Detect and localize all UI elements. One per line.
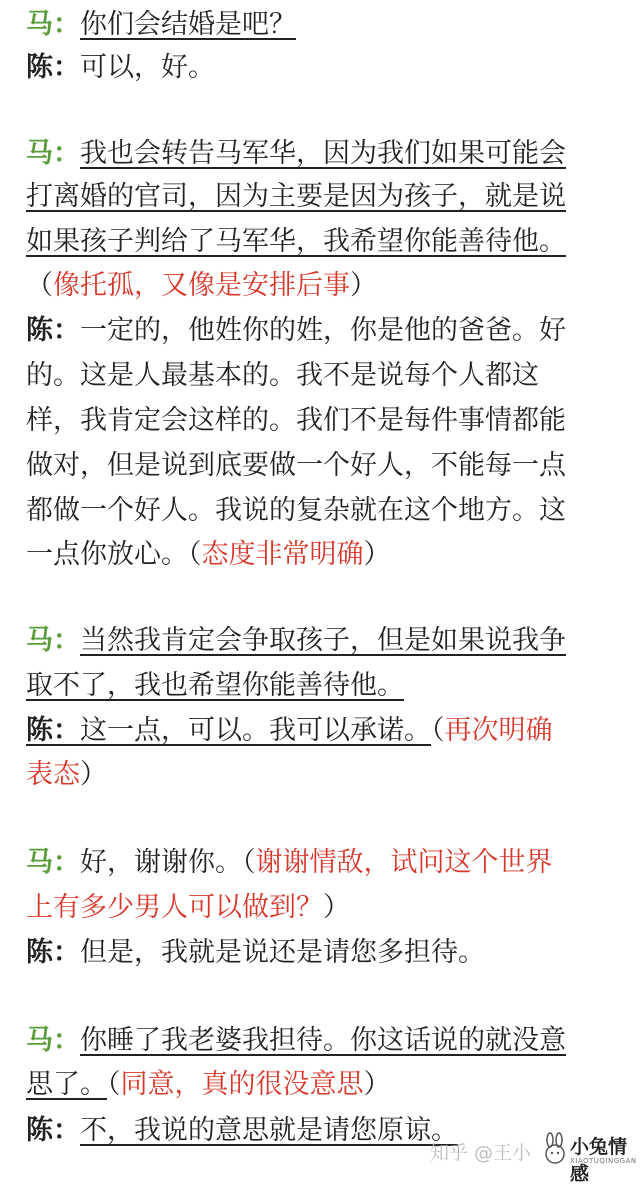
line-text: 做对，但是说到底要做一个好人，不能每一点 xyxy=(26,450,566,481)
line-text: 一定的，他姓你的姓，你是他的爸爸。好 xyxy=(80,315,566,346)
commentary-note: 像托孤，又像是安排后事 xyxy=(53,270,350,301)
commentary-note: 谢谢情敌，试问这个世界 xyxy=(255,847,553,878)
dialogue-line-7 xyxy=(26,310,626,351)
dialogue-line-13 xyxy=(26,620,626,661)
dialogue-line-3 xyxy=(26,133,626,174)
line-text: 思了。 xyxy=(26,1069,107,1100)
dialogue-line-10 xyxy=(26,445,626,486)
paren-open: （ xyxy=(188,539,202,570)
commentary-note: 上有多少男人可以做到？ xyxy=(26,892,323,923)
zhihu-watermark: 知乎 @王小 xyxy=(430,1142,532,1164)
speaker-ma: 马： xyxy=(26,138,80,169)
rabbit-logo-icon xyxy=(538,1132,572,1166)
brand-name: 小兔情感 xyxy=(570,1136,628,1185)
dialogue-line-11 xyxy=(26,490,626,531)
line-text: 如果孩子判给了马军华，我希望你能善待他。 xyxy=(26,226,566,257)
line-text: 当然我肯定会争取孩子，但是如果说我争 xyxy=(80,625,566,656)
commentary-note: 再次明确 xyxy=(444,715,553,746)
line-text: 你们会结婚是吧？ xyxy=(80,9,296,40)
speaker-chen: 陈： xyxy=(26,937,80,968)
commentary-note: 态度非常明确 xyxy=(201,539,364,570)
line-text: 你睡了我老婆我担待。你这话说的就没意 xyxy=(80,1025,566,1056)
paren-close: ） xyxy=(363,539,391,570)
watermark xyxy=(430,1130,640,1185)
speaker-ma: 马： xyxy=(26,1025,80,1056)
paren-close: ） xyxy=(350,270,377,301)
dialogue-line-18 xyxy=(26,887,626,928)
dialogue-line-19 xyxy=(26,932,626,973)
commentary-note: 同意，真的很没意思 xyxy=(120,1069,364,1100)
line-text: 这一点，可以。我可以承诺。 xyxy=(80,715,431,746)
dialogue-line-4 xyxy=(26,176,626,217)
paren-open: （ xyxy=(107,1069,121,1100)
line-text: 可以，好。 xyxy=(80,52,215,83)
line-text: 一点你放心。 xyxy=(26,539,188,570)
dialogue-line-16 xyxy=(26,754,626,795)
line-text: 不，我说的意思就是请您原谅。 xyxy=(80,1115,458,1146)
speaker-ma: 马： xyxy=(26,9,80,40)
dialogue-line-5 xyxy=(26,221,626,262)
dialogue-line-20 xyxy=(26,1020,626,1061)
speaker-ma: 马： xyxy=(26,625,80,656)
dialogue-line-1 xyxy=(26,4,626,45)
paren-close: ） xyxy=(323,892,350,923)
dialogue-line-9 xyxy=(26,400,626,441)
paren-open: （ xyxy=(242,847,256,878)
dialogue-line-8 xyxy=(26,355,626,396)
speaker-chen: 陈： xyxy=(26,715,80,746)
speaker-ma: 马： xyxy=(26,847,80,878)
paren-open: （ xyxy=(431,715,445,746)
brand-subtitle: XIAOTUQINGGAN xyxy=(570,1157,637,1165)
line-text: 但是，我就是说还是请您多担待。 xyxy=(80,937,485,968)
paren-close: ） xyxy=(80,759,107,790)
speaker-chen: 陈： xyxy=(26,1115,80,1146)
line-text: 样，我肯定会这样的。我们不是每件事情都能 xyxy=(26,405,566,436)
dialogue-line-12 xyxy=(26,534,626,575)
commentary-note: 表态 xyxy=(26,759,80,790)
dialogue-line-2 xyxy=(26,47,626,88)
line-text: 打离婚的官司，因为主要是因为孩子，就是说 xyxy=(26,181,566,212)
line-text: 的。这是人最基本的。我不是说每个人都这 xyxy=(26,360,539,391)
line-text: 好，谢谢你。 xyxy=(80,847,242,878)
line-text: 我也会转告马军华，因为我们如果可能会 xyxy=(80,138,566,169)
dialogue-line-21 xyxy=(26,1064,626,1105)
paren-close: ） xyxy=(363,1069,391,1100)
dialogue-line-15 xyxy=(26,710,626,751)
dialogue-line-6 xyxy=(26,265,626,306)
speaker-chen: 陈： xyxy=(26,315,80,346)
line-text: 取不了，我也希望你能善待他。 xyxy=(26,670,404,701)
dialogue-line-14 xyxy=(26,665,626,706)
dialogue-line-17 xyxy=(26,842,626,883)
speaker-chen: 陈： xyxy=(26,52,80,83)
paren-open: （ xyxy=(26,270,53,301)
line-text: 都做一个好人。我说的复杂就在这个地方。这 xyxy=(26,495,566,526)
